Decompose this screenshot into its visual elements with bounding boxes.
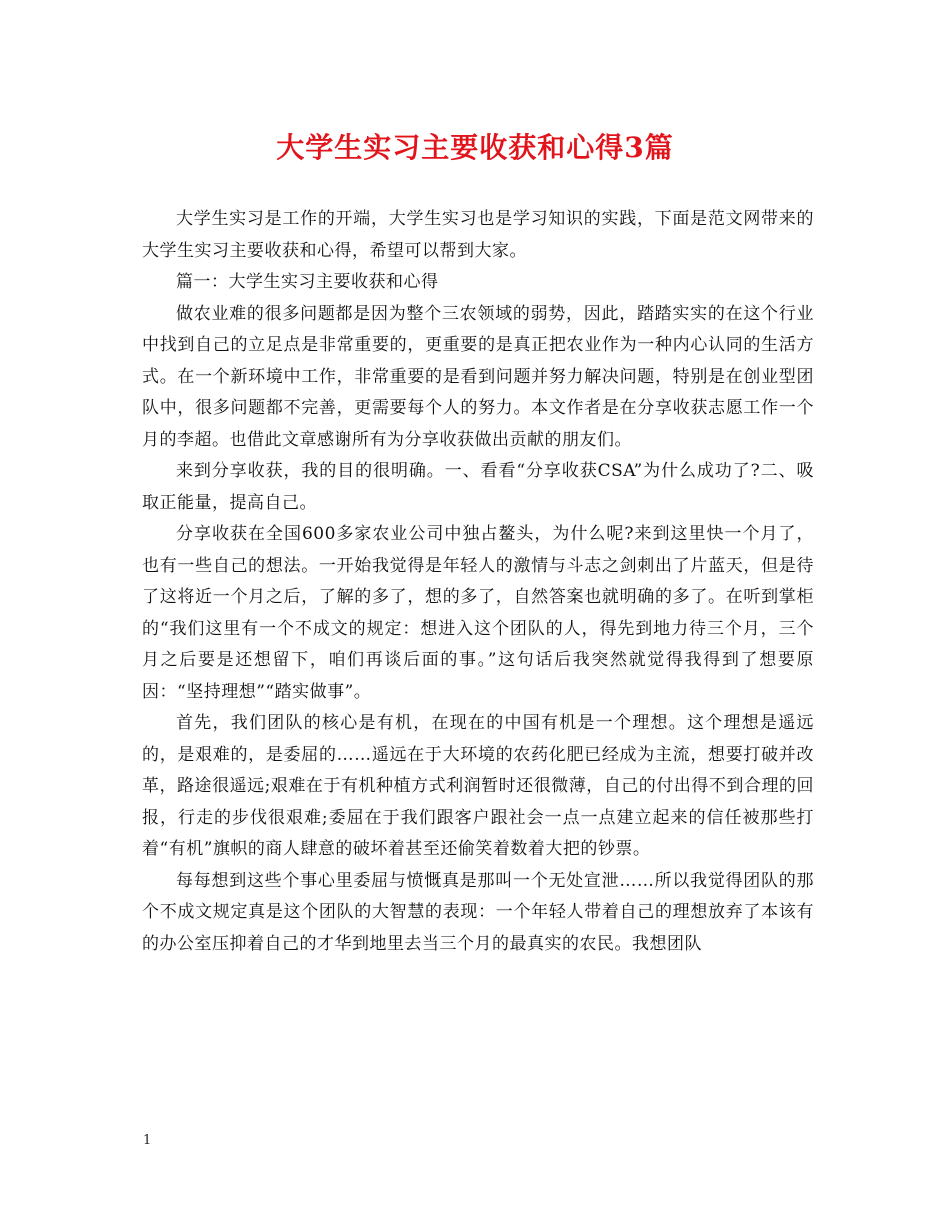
page-number: 1 xyxy=(143,1133,152,1148)
document-body xyxy=(142,204,814,960)
body-paragraph: 来到分享收获，我的目的很明确。一、看看“分享收获CSA”为什么成功了?二、吸取正能量，提高自己。 xyxy=(142,461,814,513)
section-heading: 篇一：大学生实习主要收获和心得 xyxy=(176,272,439,292)
body-paragraph: 分享收获在全国600多家农业公司中独占鳌头，为什么呢?来到这里快一个月了，也有一些自己的想法。一开始我觉得是年轻人的激情与斗志之剑刺出了片蓝天，但是待了这将近一个月之后，了解的多了，想的多了，自然答案也就明确的多了。在听到掌柜的“我们这里有一个不成文的规定：想进入这个团队的人，得先到地力待三个月，三个月之后要是还想留下，咱们再谈后面的事。”这句话后我突然就觉得我得到了想要原因：“坚持理想”“踏实做事”。 xyxy=(142,524,814,702)
document-title: 大学生实习主要收获和心得3篇 xyxy=(276,131,674,164)
intro-paragraph: 大学生实习是工作的开端，大学生实习也是学习知识的实践，下面是范文网带来的大学生实习主要收获和心得，希望可以帮到大家。 xyxy=(142,209,814,261)
body-paragraph: 每每想到这些个事心里委屈与愤慨真是那叫一个无处宣泄……所以我觉得团队的那个不成文规定真是这个团队的大智慧的表现：一个年轻人带着自己的理想放弃了本该有的办公室压抑着自己的才华到地里去当三个月的最真实的农民。我想团队 xyxy=(142,870,814,954)
body-paragraph: 做农业难的很多问题都是因为整个三农领域的弱势，因此，踏踏实实的在这个行业中找到自己的立足点是非常重要的，更重要的是真正把农业作为一种内心认同的生活方式。在一个新环境中工作，非常重要的是看到问题并努力解决问题，特别是在创业型团队中，很多问题都不完善，更需要每个人的努力。本文作者是在分享收获志愿工作一个月的李超。也借此文章感谢所有为分享收获做出贡献的朋友们。 xyxy=(142,303,814,450)
body-paragraph: 首先，我们团队的核心是有机，在现在的中国有机是一个理想。这个理想是遥远的，是艰难的，是委屈的……遥远在于大环境的农药化肥已经成为主流，想要打破并改革，路途很遥远;艰难在于有机种植方式利润暂时还很微薄，自己的付出得不到合理的回报，行走的步伐很艰难;委屈在于我们跟客户跟社会一点一点建立起来的信任被那些打着“有机”旗帜的商人肆意的破坏着甚至还偷笑着数着大把的钞票。 xyxy=(142,713,814,859)
